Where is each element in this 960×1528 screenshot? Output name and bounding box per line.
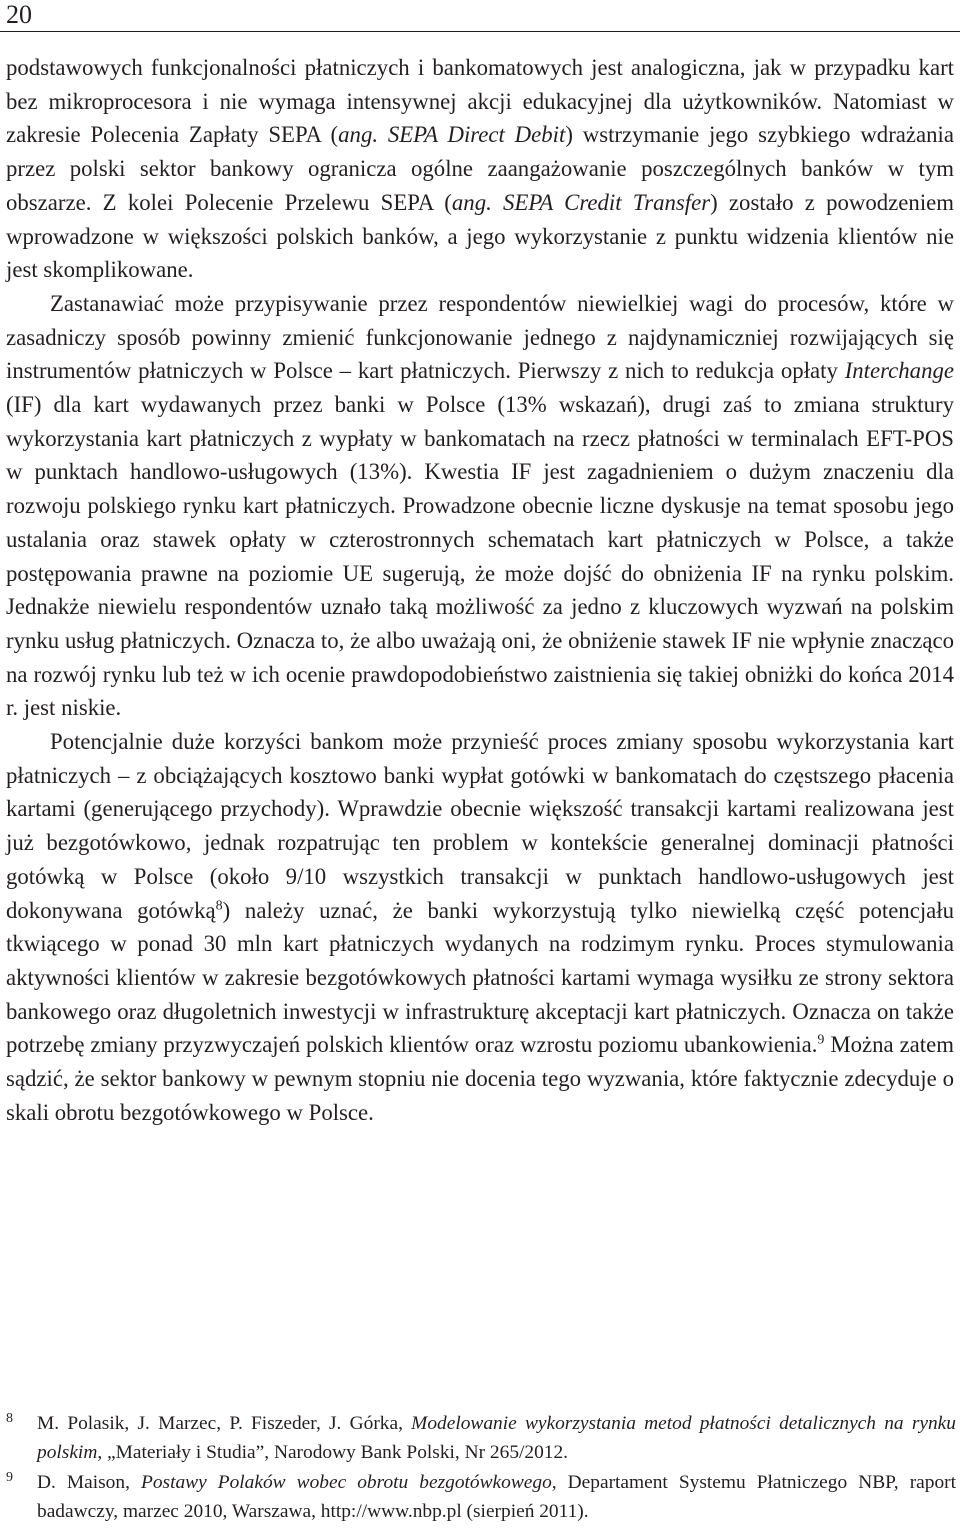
paragraph-2 bbox=[6, 287, 954, 725]
footnote-8 bbox=[6, 1410, 956, 1467]
paragraph-1 bbox=[6, 51, 954, 287]
page-header bbox=[0, 0, 960, 34]
text-run: ) należy uznać, że banki wykorzystują tylko niewielką część potencjału tkwiącego w ponad 30 mln kart płatniczych wydanych na rodzimym rynku. Proces stymulowania aktywności klientów w zakresie bezgotówkowych płatności kartami wymaga wysiłku ze strony sektora bankowego oraz długoletnich inwestycji w infrastrukturę akceptacji kart płatniczych. Oznacza on także potrzebę zmiany przyzwyczajeń polskich klientów oraz wzrostu poziomu ubankowienia. bbox=[6, 897, 955, 1058]
text-run: ) wstrzymanie jego szybkiego wdrażania przez polski sektor bankowy ogranicza ogólne zaangażowanie poszczególnych banków w tym obszarze. Z kolei Polecenie Przelewu SEPA ( bbox=[6, 122, 954, 215]
text-run: ) zostało z powodzeniem wprowadzone w większości polskich banków, a jego wykorzystanie z punktu widzenia klientów nie jest skomplikowane. bbox=[6, 189, 954, 283]
text-run: Można zatem sądzić, że sektor bankowy w pewnym stopniu nie docenia tego wyzwania, które faktycznie zdecyduje o skali obrotu bezgotówkowego w Polsce. bbox=[6, 1032, 954, 1125]
paragraph-3 bbox=[6, 725, 954, 1129]
text-run: , „Materiały i Studia”, Narodowy Bank Polski, Nr 265/2012. bbox=[97, 1441, 569, 1463]
text-run: podstawowych funkcjonalności płatniczych i bankomatowych jest analogiczna, jak w przypadku kart bez mikroprocesora i nie wymaga intensywnej akcji edukacyjnej dla użytkowników. Natomiast w zakresie Polecenia Zapłaty SEPA ( bbox=[6, 55, 954, 148]
text-run: M. Polasik, J. Marzec, P. Fiszeder, J. Górka, bbox=[37, 1413, 412, 1434]
footnotes bbox=[6, 1410, 956, 1528]
italic-run: Interchange bbox=[844, 358, 954, 384]
italic-run: Modelowanie wykorzystania metod płatności detalicznych na rynku polskim bbox=[37, 1413, 956, 1463]
footnote-number: 9 bbox=[6, 1470, 13, 1485]
text-run: (IF) dla kart wydawanych przez banki w Polsce (13% wskazań), drugi zaś to zmiana struktury wykorzystania kart płatniczych z wypłaty w bankomatach na rzecz płatności w terminalach EFT-POS w punktach handlowo-usługowych (13%). Kwestia IF jest zagadnieniem o dużym znaczeniu dla rozwoju polskiego rynku kart płatniczych. Prowadzone obecnie liczne dyskusje na temat sposobu jego ustalania oraz stawek opłaty w czterostronnych schematach kart płatniczych w Polsce, a także postępowania prawne na poziomie UE sugerują, że może dojść do obniżenia IF na rynku polskim. Jednakże niewielu respondentów uznało taką możliwość za jedno z kluczowych wyzwań na polskim rynku usług płatniczych. Oznacza to, że albo uważają oni, że obniżenie stawek IF nie wpłynie znacząco na rozwój rynku lub też w ich ocenie prawdopodobieństwo zaistnienia się takiej obniżki do końca 2014 r. jest niskie. bbox=[6, 392, 954, 721]
italic-run: ang. SEPA Credit Transfer bbox=[451, 189, 711, 215]
page-number: 20 bbox=[6, 0, 32, 29]
italic-run: ang. SEPA Direct Debit bbox=[338, 122, 566, 148]
text-run: Zastanawiać może przypisywanie przez respondentów niewielkiej wagi do procesów, które w zasadniczy sposób powinny zmienić funkcjonowanie jednego z najdynamiczniej rozwijających się instrumentów płatniczych w Polsce – kart płatniczych. Pierwszy z nich to redukcja opłaty bbox=[6, 290, 954, 384]
italic-run: Postawy Polaków wobec obrotu bezgotówkowego bbox=[140, 1472, 552, 1493]
footnote-9 bbox=[6, 1469, 956, 1526]
text-run: D. Maison, bbox=[37, 1472, 141, 1493]
text-run: Potencjalnie duże korzyści bankom może przynieść proces zmiany sposobu wykorzystania kart płatniczych – z obciążających kosztowo banki wypłat gotówki w bankomatach do częstszego płacenia kartami (generującego przychody). Wprawdzie obecnie większość transakcji kartami realizowana jest już bezgotówkowo, jednak rozpatrując ten problem w kontekście generalnej dominacji płatności gotówką w Polsce (około 9/10 wszystkich transakcji w punktach handlowo-usługowych jest dokonywana gotówką bbox=[6, 729, 954, 923]
footnote-ref-9[interactable]: 9 bbox=[817, 1032, 825, 1048]
footnote-url: , Departament Systemu Płatniczego NBP, raport badawczy, marzec 2010, Warszawa, http://www.nbp.pl (sierpień 2011). bbox=[37, 1472, 956, 1522]
footnote-number: 8 bbox=[6, 1411, 13, 1426]
footnote-ref-8[interactable]: 8 bbox=[215, 897, 223, 913]
body-text bbox=[6, 51, 954, 1130]
header-rule bbox=[0, 31, 960, 32]
